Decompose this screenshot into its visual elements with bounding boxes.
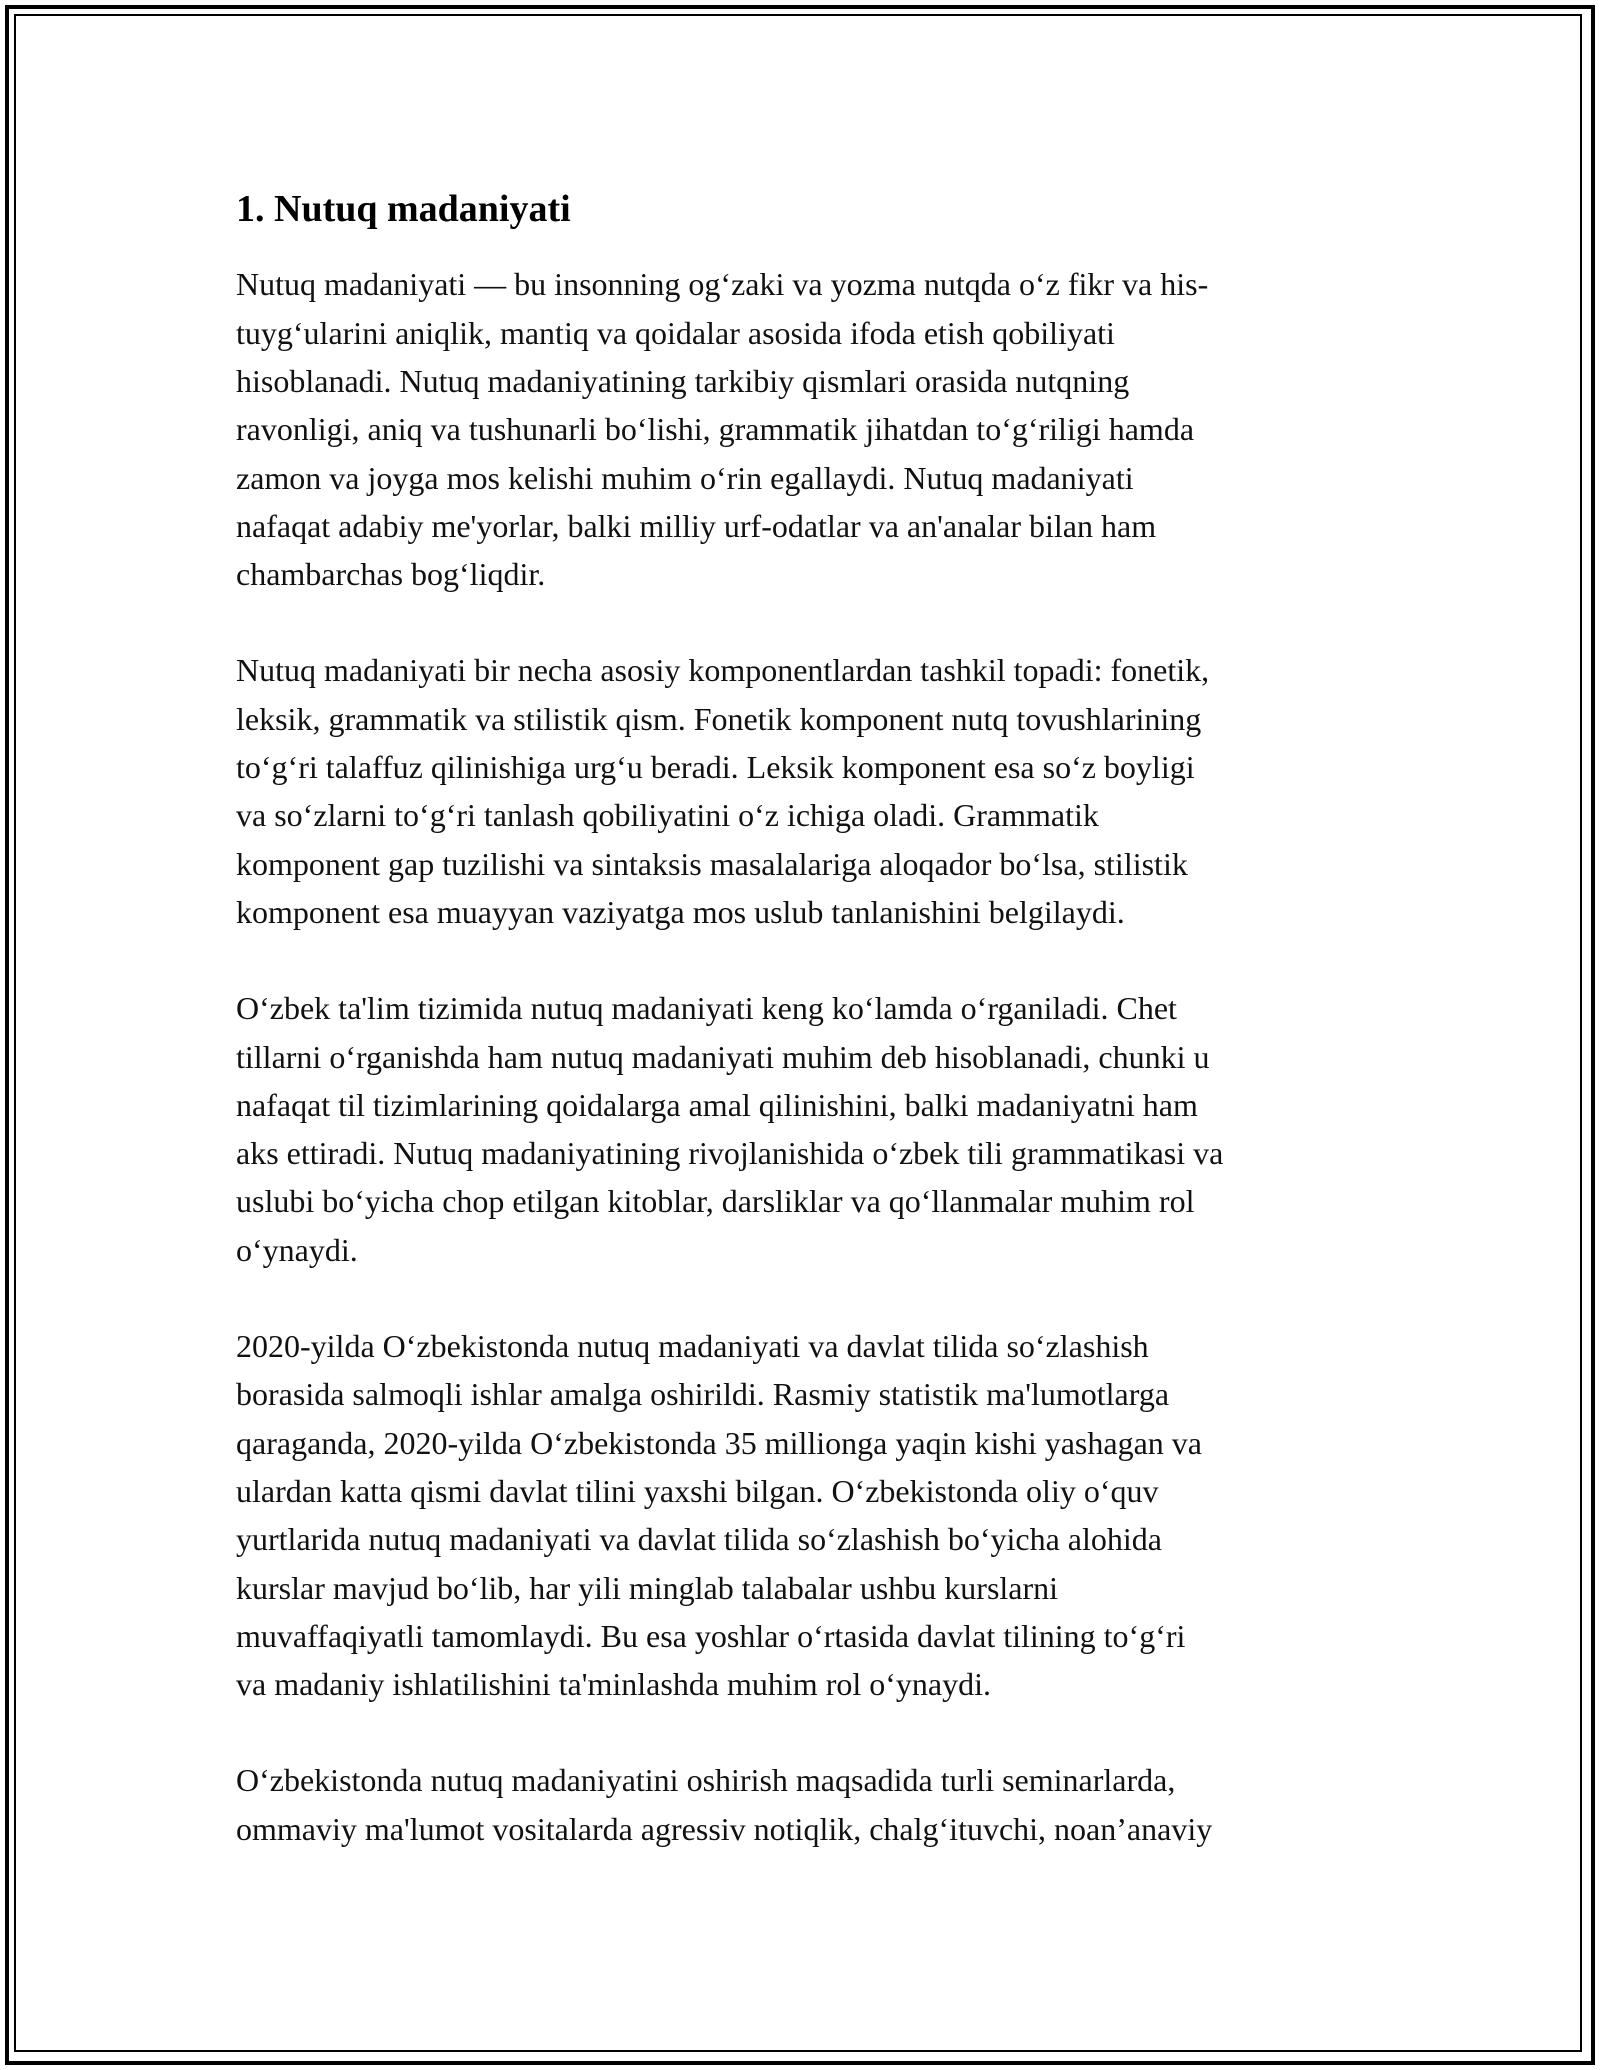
paragraph-education: O‘zbek ta'lim tizimida nutuq madaniyati keng ko‘lamda o‘rganiladi. Chet tillarni o‘rganishda ham nutuq madaniyati muhim deb hisoblanadi, chunki u nafaqat til tizimlarining qoidalarga amal qilinishini, balki madaniyatni ham aks ettiradi. Nutuq madaniyatining rivojlanishida o‘zbek tili grammatikasi va uslubi bo‘yicha chop etilgan kitoblar, darsliklar va qo‘llanmalar muhim rol o‘ynaydi.	[236, 990, 1224, 1268]
paragraph-statistics: 2020-yilda O‘zbekistonda nutuq madaniyati va davlat tilida so‘zlashish borasida salmoqli ishlar amalga oshirildi. Rasmiy statistik ma'lumotlarga qaraganda, 2020-yilda O‘zbekistonda 35 millionga yaqin kishi yashagan va ulardan katta qismi davlat tilini yaxshi bilgan. O‘zbekistonda oliy o‘quv yurtlarida nutuq madaniyati va davlat tilida so‘zlashish bo‘yicha alohida kurslar mavjud bo‘lib, har yili minglab talabalar ushbu kurslarni muvaffaqiyatli tamomlaydi. Bu esa yoshlar o‘rtasida davlat tilining to‘g‘ri va madaniy ishlatilishini ta'minlashda muhim rol o‘ynaydi.	[236, 1328, 1202, 1703]
paragraph-definition: Nutuq madaniyati — bu insonning og‘zaki va yozma nutqda o‘z fikr va his- tuyg‘ularini aniqlik, mantiq va qoidalar asosida ifoda etish qobiliyati hisoblanadi. Nutuq madaniyatining tarkibiy qismlari orasida nutqning ravonligi, aniq va tushunarli bo‘lishi, grammatik jihatdan to‘g‘riligi hamda zamon va joyga mos kelishi muhim o‘rin egallaydi. Nutuq madaniyati nafaqat adabiy me'yorlar, balki milliy urf-odatlar va an'analar bilan ham chambarchas bog‘liqdir.	[236, 266, 1209, 593]
paragraph-improvement: O‘zbekistonda nutuq madaniyatini oshirish maqsadida turli seminarlarda, ommaviy ma'lumot vositalarda agressiv notiqlik, chalg‘ituvchi, noan’anaviy	[236, 1762, 1213, 1847]
document-body	[236, 185, 1376, 1901]
section-heading: 1. Nutuq madaniyati	[236, 188, 571, 230]
paragraph-components: Nutuq madaniyati bir necha asosiy komponentlardan tashkil topadi: fonetik, leksik, grammatik va stilistik qism. Fonetik komponent nutq tovushlarining to‘g‘ri talaffuz qilinishiga urg‘u beradi. Leksik komponent esa so‘z boyligi va so‘zlarni to‘g‘ri tanlash qobiliyatini o‘z ichiga oladi. Grammatik komponent gap tuzilishi va sintaksis masalalariga aloqador bo‘lsa, stilistik komponent esa muayyan vaziyatga mos uslub tanlanishini belgilaydi.	[236, 652, 1210, 930]
